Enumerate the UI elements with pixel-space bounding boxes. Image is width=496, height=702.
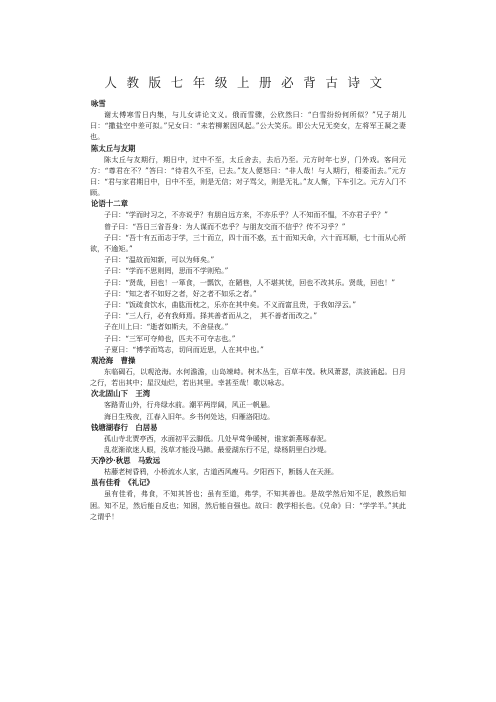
section-paragraph: 子曰：“饭疏食饮水，曲肱而枕之，乐亦在其中矣。不义而富且贵，于我如浮云。” <box>104 300 356 310</box>
section-paragraph: 子曰：“三人行，必有我师焉。择其善者而从之， 其不善者而改之。” <box>104 311 317 321</box>
section-paragraph: 子夏曰：“博学而笃志，切问而近思，人在其中也。” <box>104 344 264 354</box>
section-paragraph: 乱花渐欲迷人眼，浅草才能没马蹄。最爱湖东行不足，绿杨阴里白沙堤。 <box>104 445 331 455</box>
section-paragraph: 东临碣石，以观沧海。水何澹澹，山岛竦峙。树木丛生，百草丰茂。秋风萧瑟，洪波涌起。日月之行，若出其中；星汉灿烂，若出其里。幸甚至哉！歌以咏志。 <box>90 367 406 388</box>
section-heading: 次北固山下 王湾 <box>91 389 151 399</box>
document-body <box>90 98 406 522</box>
section-paragraph: 子曰：“知之者不如好之者，好之者不如乐之者。” <box>104 288 257 298</box>
section-paragraph: 海日生残夜，江春入旧年。乡书何处达，归雁洛阳边。 <box>104 411 275 421</box>
section-paragraph: 虽有佳肴，弗食，不知其旨也；虽有至道，弗学，不知其善也。是故学然后知不足，教然后知困。知不足，然后能自反也；知困，然后能自强也。故曰：教学相长也。《兑命》曰：“学学半。”其此之谓乎！ <box>90 489 406 521</box>
section-heading: 天净沙·秋思 马致远 <box>91 456 161 466</box>
section-paragraph: 子曰：“温故而知新，可以为师矣。” <box>104 255 215 265</box>
section-heading: 陈太丘与友期 <box>91 143 136 153</box>
section-paragraph: 子曰：“学而不思则罔，思而不学则殆。” <box>104 266 229 276</box>
document-title: 人教版七年级上册必背古诗文 <box>104 75 392 90</box>
section-paragraph: 陈太丘与友期行，期日中，过中不至，太丘舍去，去后乃至。元方时年七岁，门外戏。客问元方：“尊君在不？”答曰：“待君久不至，已去。”友人便怒曰：“非人哉！与人期行，相委而去。”元方曰：“君与家君期日中，日中不至，则是无信；对子骂父，则是无礼。”友人惭，下车引之。元方入门不顾。 <box>90 154 406 198</box>
section-heading: 论语十二章 <box>91 199 128 209</box>
section-paragraph: 曾子曰：“吾日三省吾身：为人谋而不忠乎？与朋友交而不信乎？传不习乎？” <box>104 221 346 231</box>
section-heading: 钱塘湖春行 白居易 <box>91 422 158 432</box>
section-paragraph: 子曰：“贤哉，回也！一箪食，一瓢饮，在陋巷，人不堪其忧，回也不改其乐。贤哉，回也！” <box>104 277 396 287</box>
section-paragraph: 子曰：“吾十有五而志于学，三十而立，四十而不惑，五十而知天命，六十而耳顺，七十而从心所欲，不逾矩。” <box>90 232 406 254</box>
section-paragraph: 子曰：“三军可夺帅也，匹夫不可夺志也。” <box>104 333 236 343</box>
section-heading: 咏雪 <box>91 99 106 108</box>
section-heading: 观沧海 曹操 <box>91 356 136 366</box>
section-paragraph: 子曰：“学而时习之，不亦说乎？有朋自远方来，不亦乐乎？人不知而不愠，不亦君子乎？” <box>104 210 388 220</box>
section-paragraph: 孤山寺北贾亭西，水面初平云脚低。几处早莺争暖树，谁家新燕啄春泥。 <box>104 433 331 443</box>
section-heading: 虽有佳肴 《礼记》 <box>91 478 154 488</box>
section-paragraph: 谢太傅寒雪日内集，与儿女讲论文义。俄而雪骤，公欣然曰：“白雪纷纷何所似？”兄子胡儿曰：“撒盐空中差可拟。”兄女曰：“未若柳絮因风起。”公大笑乐。即公大兄无奕女，左将军王凝之妻也。 <box>90 110 406 142</box>
section-paragraph: 枯藤老树昏鸦，小桥流水人家，古道西风瘦马。夕阳西下，断肠人在天涯。 <box>104 467 339 477</box>
section-paragraph: 客路青山外，行舟绿水前。潮平两岸阔，风正一帆悬。 <box>104 400 275 410</box>
section-paragraph: 子在川上曰：“逝者如斯夫，不舍昼夜。” <box>104 322 229 332</box>
